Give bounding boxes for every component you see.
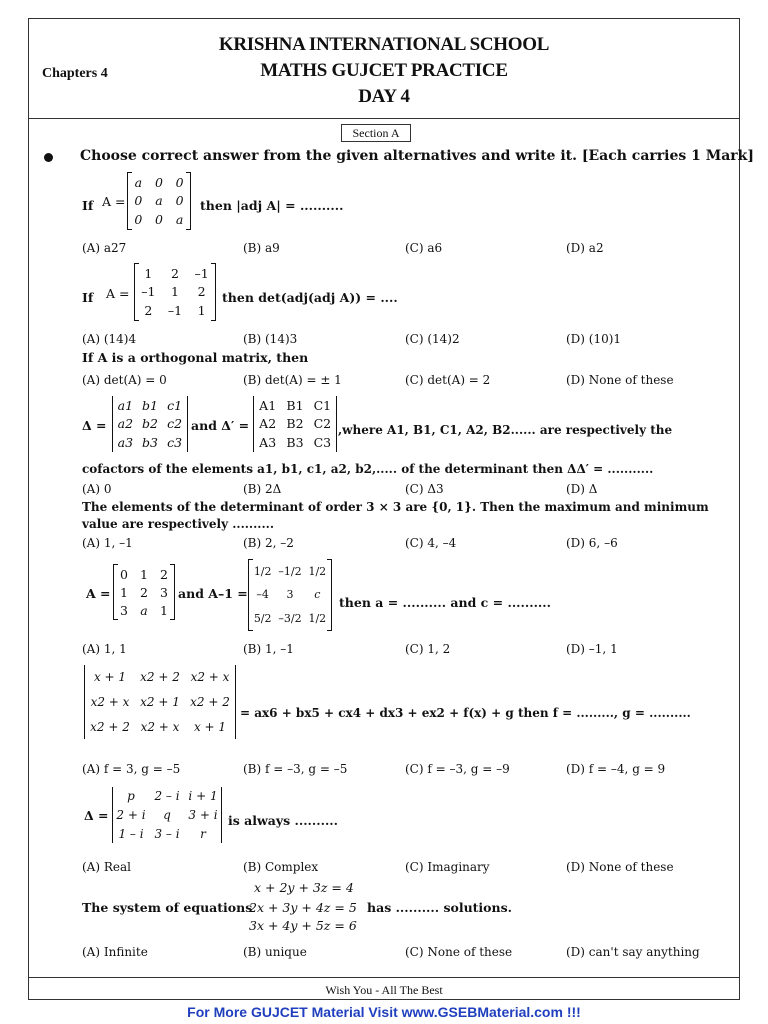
det-cell: i + 1 xyxy=(188,789,218,804)
det-cell: A1 xyxy=(259,397,277,413)
det-cell: a2 xyxy=(117,416,134,432)
instruction: Choose correct answer from the given alternatives and write it. [Each carries 1 Mark] xyxy=(80,148,755,164)
q2-option-a: (A) (14)4 xyxy=(82,332,137,346)
matrix-cell: a xyxy=(134,174,143,190)
det-cell: a1 xyxy=(117,397,134,413)
q1-prefix: If xyxy=(82,198,94,213)
matrix-cell: 3 xyxy=(160,584,168,600)
matrix-cell: 2 xyxy=(171,265,179,281)
q9-option-d: (D) can't say anything xyxy=(566,945,700,959)
det-cell: b2 xyxy=(142,416,158,432)
det-cell: x2 + x xyxy=(90,694,130,709)
det-cell: c1 xyxy=(167,397,183,413)
det-cell: x2 + 1 xyxy=(140,694,180,709)
q4-option-c: (C) Δ3 xyxy=(405,482,444,496)
q8-determinant xyxy=(112,787,222,843)
q5-line1: The elements of the determinant of order 3 × 3 are {0, 1}. Then the maximum and minimum xyxy=(82,500,709,514)
q3-option-d: (D) None of these xyxy=(566,373,674,387)
q4-delta: Δ = xyxy=(82,418,107,433)
matrix-cell: –4 xyxy=(256,588,269,602)
q6-inverse-matrix xyxy=(248,560,332,630)
q9-option-c: (C) None of these xyxy=(405,945,513,959)
q6-mid: and A–1 = xyxy=(178,586,248,601)
matrix-cell: a xyxy=(175,212,184,228)
q6-option-c: (C) 1, 2 xyxy=(405,642,451,656)
q5-option-b: (B) 2, –2 xyxy=(243,536,294,550)
q1-option-b: (B) a9 xyxy=(243,241,280,255)
matrix-cell: 1 xyxy=(140,566,148,582)
q4-option-a: (A) 0 xyxy=(82,482,112,496)
q7-option-c: (C) f = –3, g = –9 xyxy=(405,762,510,776)
det-cell: b3 xyxy=(142,435,158,451)
matrix-cell: –1 xyxy=(167,303,183,319)
matrix-cell: c xyxy=(314,588,321,602)
q4-cofactor-determinant xyxy=(253,396,337,452)
q1-option-c: (C) a6 xyxy=(405,241,443,255)
det-cell: C1 xyxy=(313,397,332,413)
matrix-cell: a xyxy=(140,602,148,618)
q8-option-a: (A) Real xyxy=(82,860,131,874)
q9-tail: has .......... solutions. xyxy=(367,900,512,915)
q7-option-d: (D) f = –4, g = 9 xyxy=(566,762,666,776)
q5-line2: value are respectively .......... xyxy=(82,517,274,531)
matrix-cell: 0 xyxy=(175,193,184,209)
promo-link[interactable]: For More GUJCET Material Visit www.GSEBMaterial.com !!! xyxy=(187,1004,581,1020)
matrix-cell: 3 xyxy=(120,602,128,618)
det-cell: A2 xyxy=(259,416,277,432)
q9-equation-3: 3x + 4y + 5z = 6 xyxy=(249,918,357,933)
q5-option-a: (A) 1, –1 xyxy=(82,536,133,550)
q6-matrix xyxy=(113,565,175,619)
q4-line2: cofactors of the elements a1, b1, c1, a2, b2,..... of the determinant then ΔΔ′ = ........... xyxy=(82,462,654,476)
q2-option-c: (C) (14)2 xyxy=(405,332,460,346)
q5-option-d: (D) 6, –6 xyxy=(566,536,618,550)
det-cell: r xyxy=(200,826,206,841)
header-divider xyxy=(29,118,739,119)
q6-suffix: then a = .......... and c = .......... xyxy=(339,595,551,610)
matrix-cell: –3/2 xyxy=(278,611,302,625)
det-cell: c3 xyxy=(167,435,183,451)
matrix-cell: 1 xyxy=(197,303,206,319)
q8-option-c: (C) Imaginary xyxy=(405,860,490,874)
q1-suffix: then |adj A| = .......... xyxy=(200,198,344,213)
q2-lhs: A = xyxy=(106,286,130,301)
q2-prefix: If xyxy=(82,290,94,305)
det-cell: 2 – i xyxy=(154,789,180,804)
q3-text: If A is a orthogonal matrix, then xyxy=(82,350,309,365)
footer-divider xyxy=(29,977,739,978)
q6-option-a: (A) 1, 1 xyxy=(82,642,127,656)
q9-option-a: (A) Infinite xyxy=(82,945,148,959)
det-cell: x2 + 2 xyxy=(90,719,130,734)
chapter-label: Chapters 4 xyxy=(42,66,108,81)
det-cell: x + 1 xyxy=(193,719,227,734)
det-cell: B2 xyxy=(286,416,304,432)
subject-title: MATHS GUJCET PRACTICE xyxy=(260,60,508,81)
q1-option-a: (A) a27 xyxy=(82,241,127,255)
q6-lhs: A = xyxy=(86,586,111,601)
q1-option-d: (D) a2 xyxy=(566,241,604,255)
q4-option-b: (B) 2Δ xyxy=(243,482,282,496)
det-cell: x2 + 2 xyxy=(140,670,180,685)
footer-message: Wish You - All The Best xyxy=(325,983,443,997)
q4-option-d: (D) Δ xyxy=(566,482,598,496)
det-cell: 3 – i xyxy=(154,826,180,841)
matrix-cell: 1 xyxy=(120,584,128,600)
q2-option-b: (B) (14)3 xyxy=(243,332,298,346)
det-cell: C3 xyxy=(313,435,332,451)
q4-and: and Δ′ = xyxy=(191,418,250,433)
q9-equation-2: 2x + 3y + 4z = 5 xyxy=(249,900,357,915)
q5-option-c: (C) 4, –4 xyxy=(405,536,457,550)
det-cell: C2 xyxy=(313,416,332,432)
matrix-cell: 0 xyxy=(155,174,163,190)
matrix-cell: 1/2 xyxy=(253,565,272,579)
q3-option-c: (C) det(A) = 2 xyxy=(405,373,491,387)
q8-suffix: is always .......... xyxy=(228,813,339,828)
school-name: KRISHNA INTERNATIONAL SCHOOL xyxy=(218,34,550,55)
q8-option-d: (D) None of these xyxy=(566,860,674,874)
q1-matrix xyxy=(127,173,191,229)
matrix-cell: 3 xyxy=(286,588,294,602)
q4-tail: ,where A1, B1, C1, A2, B2...... are respectively the xyxy=(338,423,673,437)
q2-matrix xyxy=(134,264,216,320)
bullet-icon xyxy=(44,153,53,162)
det-cell: x + 1 xyxy=(93,670,127,685)
matrix-cell: 0 xyxy=(120,566,128,582)
q9-option-b: (B) unique xyxy=(243,945,307,959)
q8-option-b: (B) Complex xyxy=(243,860,319,874)
matrix-cell: –1 xyxy=(194,265,209,281)
det-cell: c2 xyxy=(167,416,183,432)
det-cell: a3 xyxy=(117,435,134,451)
det-cell: b1 xyxy=(142,397,158,413)
q2-option-d: (D) (10)1 xyxy=(566,332,622,346)
matrix-cell: 5/2 xyxy=(253,611,272,625)
q2-suffix: then det(adj(adj A)) = .... xyxy=(222,290,398,305)
q7-option-b: (B) f = –3, g = –5 xyxy=(243,762,348,776)
det-cell: B1 xyxy=(286,397,304,413)
q7-option-a: (A) f = 3, g = –5 xyxy=(82,762,181,776)
matrix-cell: 2 xyxy=(140,584,148,600)
q7-rhs: = ax6 + bx5 + cx4 + dx3 + ex2 + f(x) + g then f = ........., g = .......... xyxy=(240,706,691,720)
det-cell: x2 + x xyxy=(190,670,230,685)
det-cell: 3 + i xyxy=(188,807,218,822)
matrix-cell: –1 xyxy=(141,284,156,300)
matrix-cell: 1/2 xyxy=(308,611,327,625)
q3-option-b: (B) det(A) = ± 1 xyxy=(243,373,342,387)
matrix-cell: –1/2 xyxy=(278,565,302,579)
matrix-cell: 0 xyxy=(134,212,143,228)
q6-option-b: (B) 1, –1 xyxy=(243,642,294,656)
q6-option-d: (D) –1, 1 xyxy=(566,642,618,656)
det-cell: 1 – i xyxy=(118,826,144,841)
q9-equation-1: x + 2y + 3z = 4 xyxy=(254,880,354,895)
det-cell: B3 xyxy=(286,435,304,451)
matrix-cell: 0 xyxy=(134,193,143,209)
q7-determinant xyxy=(84,665,236,739)
matrix-cell: 1 xyxy=(160,602,168,618)
q8-delta: Δ = xyxy=(84,808,109,823)
matrix-cell: 2 xyxy=(160,566,168,582)
q1-lhs: A = xyxy=(102,194,126,209)
day-title: DAY 4 xyxy=(358,86,410,107)
matrix-cell: a xyxy=(155,193,163,209)
matrix-cell: 1 xyxy=(171,284,179,300)
det-cell: p xyxy=(127,789,135,804)
det-cell: x2 + x xyxy=(140,719,180,734)
det-cell: x2 + 2 xyxy=(190,694,230,709)
q9-lead: The system of equations xyxy=(82,900,253,915)
matrix-cell: 1 xyxy=(144,265,153,281)
det-cell: q xyxy=(163,807,171,822)
det-cell: 2 + i xyxy=(116,807,146,822)
matrix-cell: 2 xyxy=(144,303,153,319)
q4-determinant xyxy=(112,396,188,452)
matrix-cell: 2 xyxy=(197,284,206,300)
q3-option-a: (A) det(A) = 0 xyxy=(82,373,167,387)
matrix-cell: 1/2 xyxy=(308,565,327,579)
matrix-cell: 0 xyxy=(175,174,184,190)
matrix-cell: 0 xyxy=(155,212,163,228)
det-cell: A3 xyxy=(259,435,277,451)
section-label: Section A xyxy=(341,124,411,142)
